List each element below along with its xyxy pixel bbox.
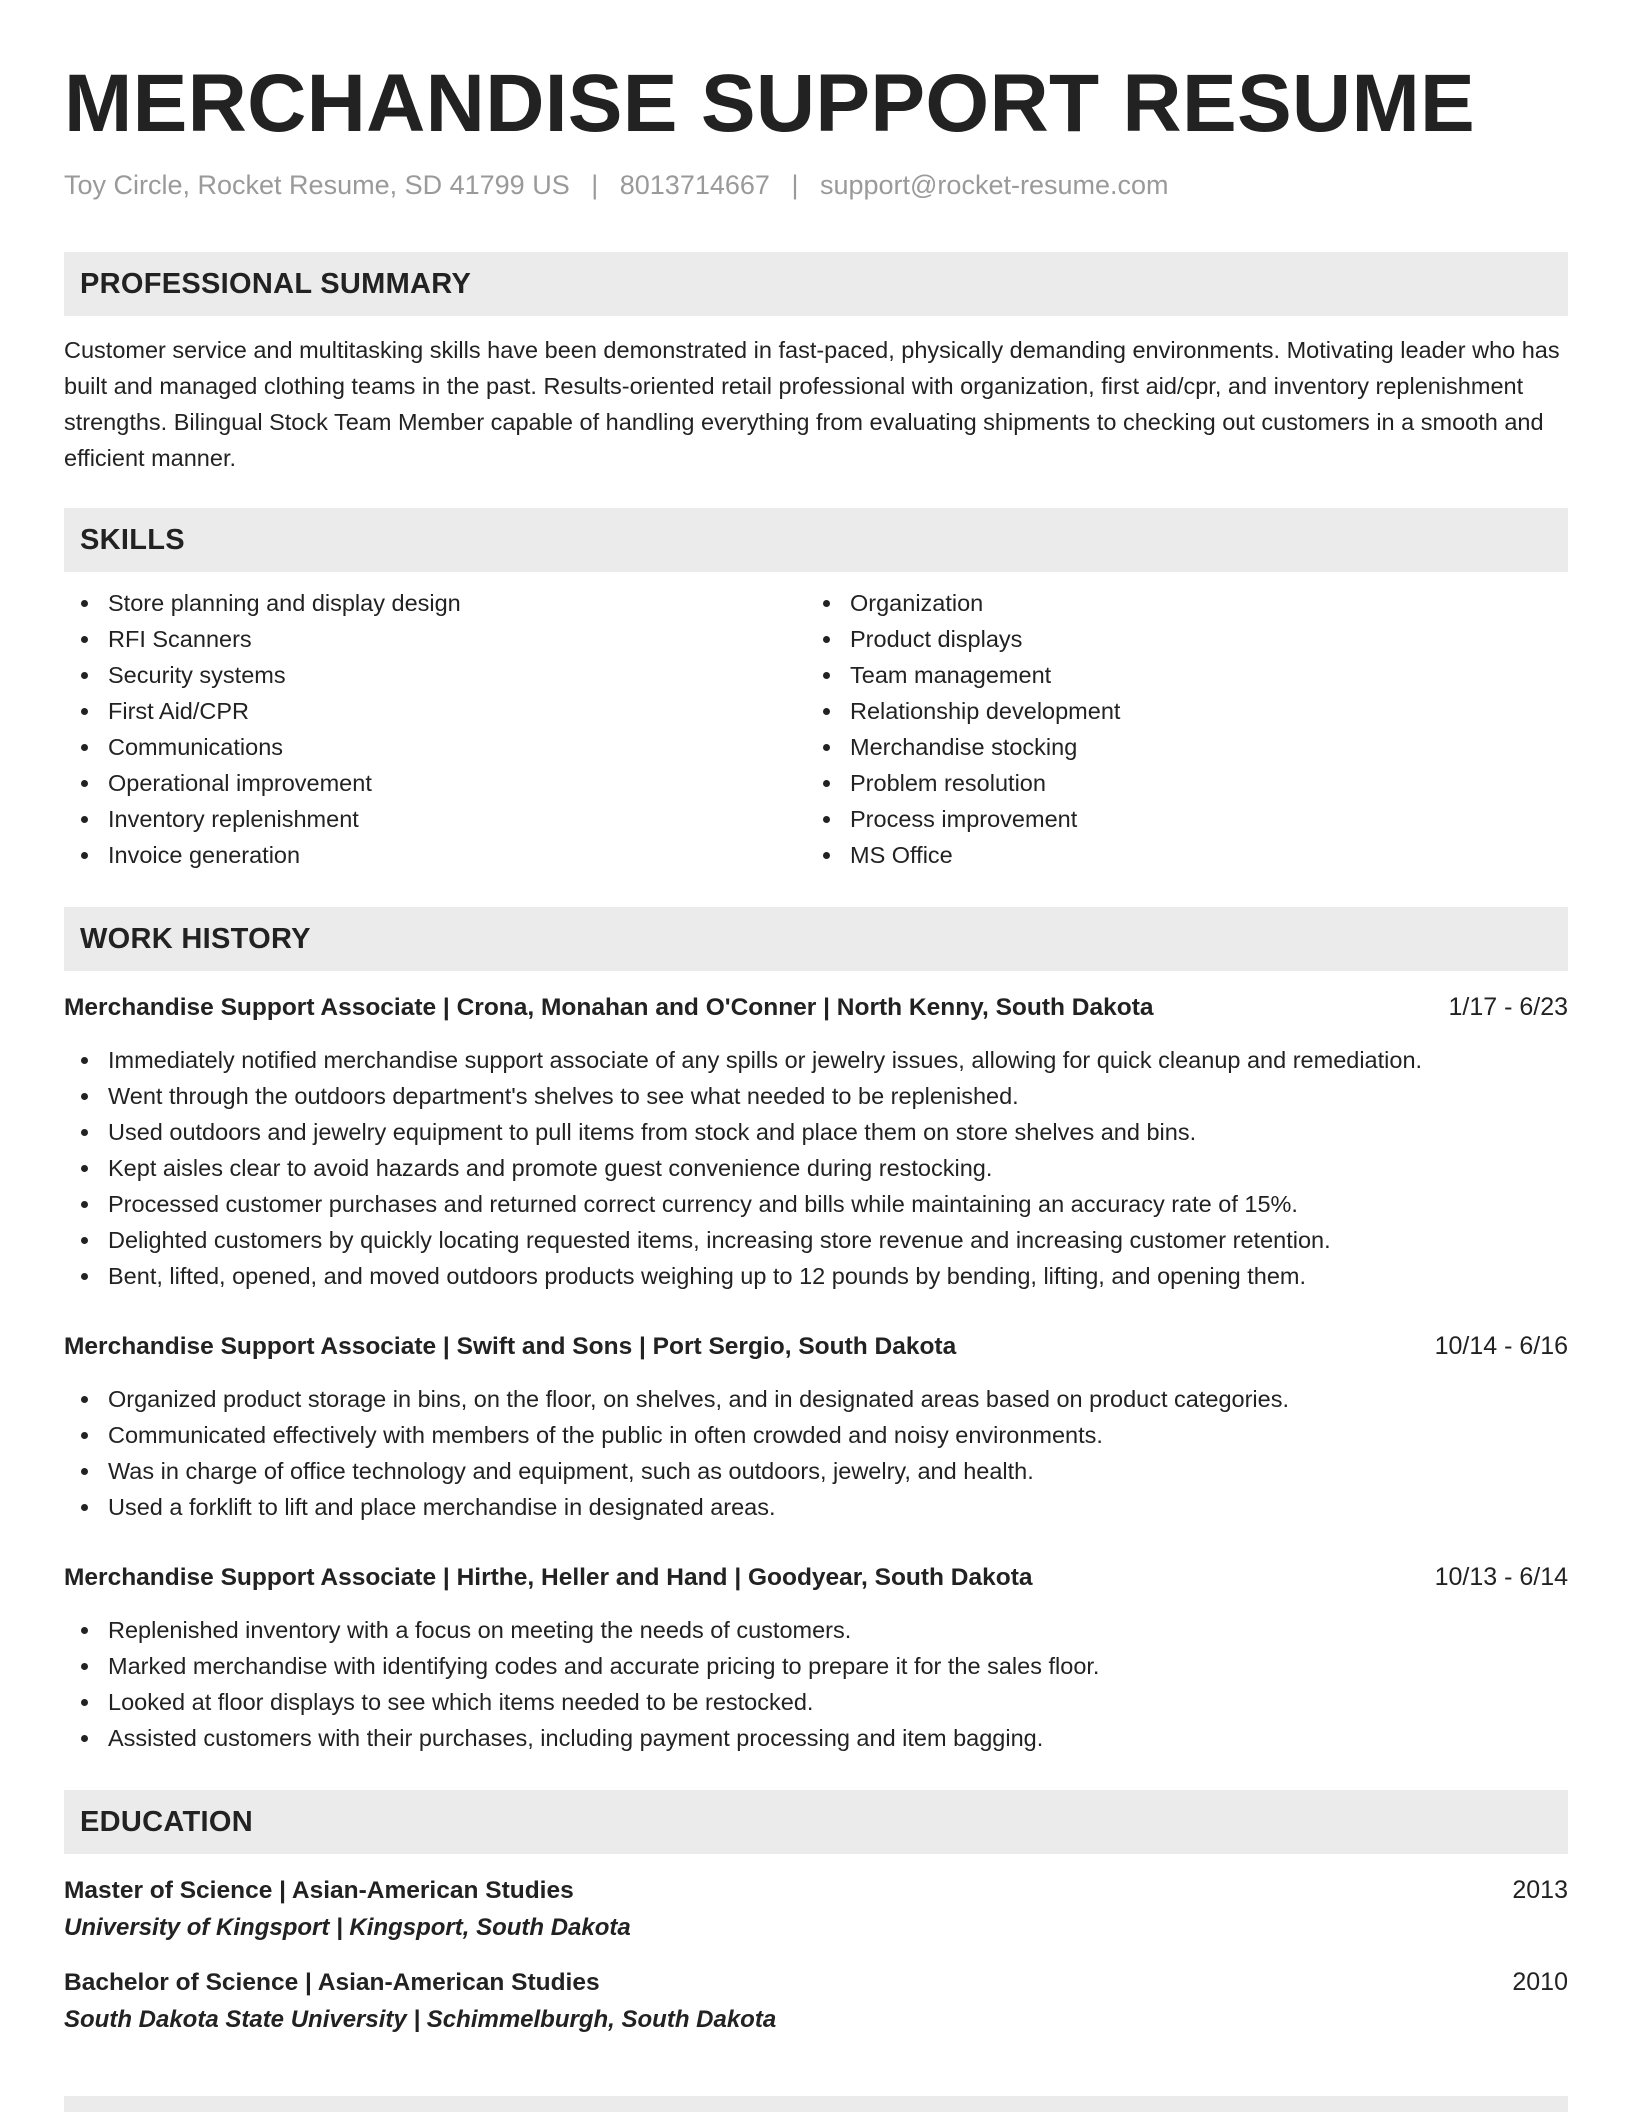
- education-degree: Bachelor of Science | Asian-American Studies: [64, 1969, 600, 1996]
- job-bullet: Marked merchandise with identifying codes and accurate pricing to prepare it for the sales floor.: [64, 1648, 1568, 1684]
- job-bullet: Communicated effectively with members of the public in often crowded and noisy environments.: [64, 1417, 1568, 1453]
- summary-text: Customer service and multitasking skills have been demonstrated in fast-paced, physically demanding environments. Motivating leader who has built and managed clothing teams in the past. Results-oriented retail professional with organization, first aid/cpr, and inventory replenishment strengths. Bilingual Stock Team Member capable of handling everything from evaluating shipments to checking out customers in a smooth and efficient manner.: [64, 337, 1560, 471]
- education-row: [64, 1964, 1568, 2001]
- job-bullet: Used a forklift to lift and place merchandise in designated areas.: [64, 1489, 1568, 1525]
- job-title-row: [64, 989, 1568, 1026]
- job-bullet: Delighted customers by quickly locating requested items, increasing store revenue and increasing customer retention.: [64, 1222, 1568, 1258]
- skill-item: Merchandise stocking: [806, 729, 1548, 765]
- job-bullet: Was in charge of office technology and equipment, such as outdoors, jewelry, and health.: [64, 1453, 1568, 1489]
- contact-address: Toy Circle, Rocket Resume, SD 41799 US: [64, 170, 570, 200]
- section-title: EDUCATION: [80, 1805, 253, 1838]
- section-header-summary: [64, 252, 1568, 316]
- job-bullet: Used outdoors and jewelry equipment to pull items from stock and place them on store shelves and bins.: [64, 1114, 1568, 1150]
- education-entry: [64, 1964, 1568, 2037]
- job-dates: 10/14 - 6/16: [1434, 1332, 1568, 1360]
- job-bullet: Assisted customers with their purchases, including payment processing and item bagging.: [64, 1720, 1568, 1756]
- job-bullet: Looked at floor displays to see which items needed to be restocked.: [64, 1684, 1568, 1720]
- section-title: PROFESSIONAL SUMMARY: [80, 267, 472, 300]
- skill-item: First Aid/CPR: [64, 693, 806, 729]
- skill-item: Operational improvement: [64, 765, 806, 801]
- skills-column-right: [806, 585, 1548, 873]
- skill-item: Product displays: [806, 621, 1548, 657]
- contact-separator: |: [791, 170, 799, 200]
- section-title: SKILLS: [80, 523, 185, 556]
- job-dates: 1/17 - 6/23: [1448, 993, 1568, 1021]
- skill-item: Security systems: [64, 657, 806, 693]
- job-entry: [64, 1559, 1568, 1756]
- contact-line: [64, 168, 1568, 202]
- section-header-education: [64, 1790, 1568, 1854]
- job-bullet-list: [64, 1042, 1568, 1294]
- job-title-row: [64, 1328, 1568, 1365]
- education-row: [64, 1872, 1568, 1909]
- skills-list: [64, 585, 1568, 873]
- job-title: Merchandise Support Associate | Crona, Monahan and O'Conner | North Kenny, South Dakota: [64, 994, 1154, 1021]
- education-school: University of Kingsport | Kingsport, South Dakota: [64, 1914, 631, 1941]
- section-title: WORK HISTORY: [80, 922, 311, 955]
- job-title-row: [64, 1559, 1568, 1596]
- job-dates: 10/13 - 6/14: [1434, 1563, 1568, 1591]
- education-year: 2013: [1512, 1876, 1568, 1904]
- job-entry: [64, 989, 1568, 1294]
- job-bullet: Organized product storage in bins, on the floor, on shelves, and in designated areas based on product categories.: [64, 1381, 1568, 1417]
- contact-phone: 8013714667: [619, 170, 770, 200]
- job-bullet-list: [64, 1612, 1568, 1756]
- resume-title: MERCHANDISE SUPPORT RESUME: [64, 58, 1476, 149]
- next-section-header-edge: [64, 2096, 1568, 2112]
- skill-item: Invoice generation: [64, 837, 806, 873]
- section-header-work-history: [64, 907, 1568, 971]
- contact-separator: |: [591, 170, 599, 200]
- skills-column-left: [64, 585, 806, 873]
- skill-item: Problem resolution: [806, 765, 1548, 801]
- job-bullet: Kept aisles clear to avoid hazards and promote guest convenience during restocking.: [64, 1150, 1568, 1186]
- job-bullet: Immediately notified merchandise support associate of any spills or jewelry issues, allowing for quick cleanup and remediation.: [64, 1042, 1568, 1078]
- education-degree: Master of Science | Asian-American Studies: [64, 1877, 574, 1904]
- job-bullet-list: [64, 1381, 1568, 1525]
- job-bullet: Processed customer purchases and returned correct currency and bills while maintaining an accuracy rate of 15%.: [64, 1186, 1568, 1222]
- education-entry: [64, 1872, 1568, 1945]
- section-header-skills: [64, 508, 1568, 572]
- job-bullet: Bent, lifted, opened, and moved outdoors products weighing up to 12 pounds by bending, lifting, and opening them.: [64, 1258, 1568, 1294]
- skill-item: Relationship development: [806, 693, 1548, 729]
- skill-item: Organization: [806, 585, 1548, 621]
- skill-item: RFI Scanners: [64, 621, 806, 657]
- job-title: Merchandise Support Associate | Hirthe, Heller and Hand | Goodyear, South Dakota: [64, 1564, 1033, 1591]
- job-title: Merchandise Support Associate | Swift and Sons | Port Sergio, South Dakota: [64, 1333, 957, 1360]
- skill-item: Store planning and display design: [64, 585, 806, 621]
- job-bullet: Replenished inventory with a focus on meeting the needs of customers.: [64, 1612, 1568, 1648]
- skill-item: MS Office: [806, 837, 1548, 873]
- education-school: South Dakota State University | Schimmelburgh, South Dakota: [64, 2006, 777, 2033]
- contact-email: support@rocket-resume.com: [819, 170, 1169, 200]
- skill-item: Team management: [806, 657, 1548, 693]
- skill-item: Process improvement: [806, 801, 1548, 837]
- skill-item: Communications: [64, 729, 806, 765]
- job-entry: [64, 1328, 1568, 1525]
- job-bullet: Went through the outdoors department's shelves to see what needed to be replenished.: [64, 1078, 1568, 1114]
- education-year: 2010: [1512, 1968, 1568, 1996]
- skill-item: Inventory replenishment: [64, 801, 806, 837]
